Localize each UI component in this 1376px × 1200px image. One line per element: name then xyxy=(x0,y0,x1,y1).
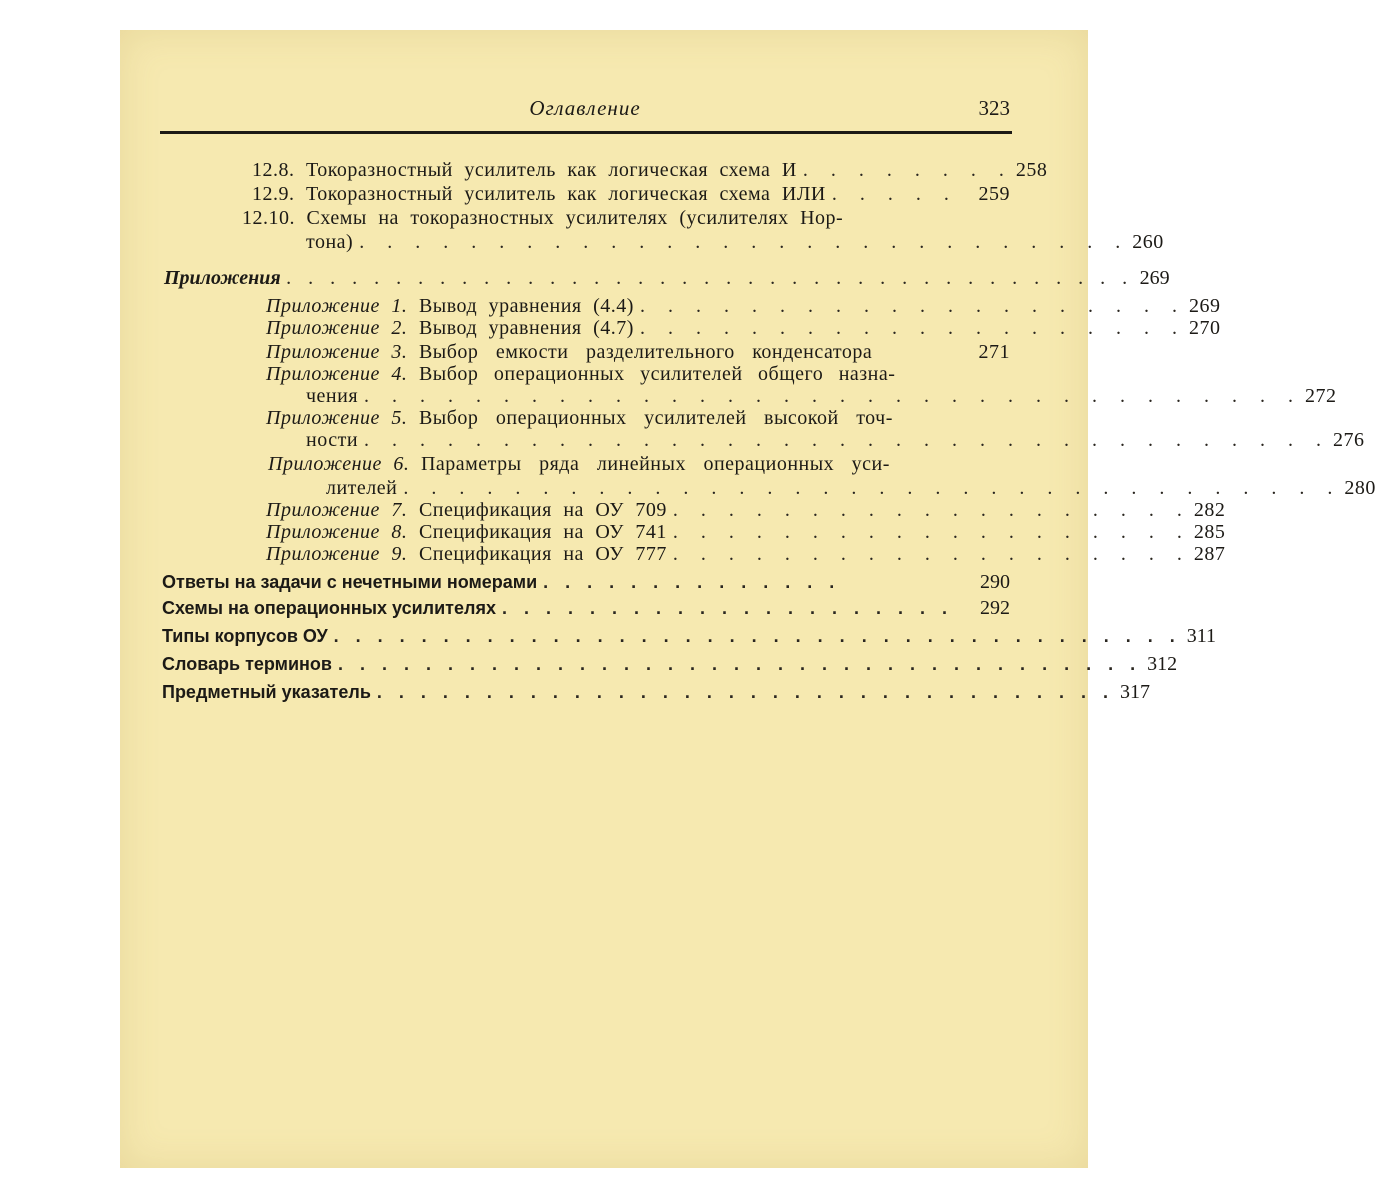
toc-entry-circuits[interactable] xyxy=(162,596,1010,620)
toc-entry-appendix-4[interactable] xyxy=(266,362,1010,386)
toc-entry-glossary[interactable] xyxy=(162,652,1178,676)
appendix-title: Выбор операционных усилителей высокой точ- xyxy=(418,407,893,429)
page-number: 280 xyxy=(1344,477,1376,499)
toc-entry-appendix-8[interactable] xyxy=(266,520,1226,544)
page-number: 290 xyxy=(980,571,1010,593)
page-number: 312 xyxy=(1147,653,1178,675)
toc-entry-answers[interactable] xyxy=(162,570,1010,594)
appendix-title: Спецификация на ОУ 777 xyxy=(418,543,667,565)
toc-entry-appendix-5[interactable] xyxy=(266,406,1010,430)
dot-leader: . . . . . . . . . . . . . . . . . . . . . xyxy=(501,598,954,618)
toc-entry-appendix-6[interactable] xyxy=(268,452,1010,476)
toc-entry-index[interactable] xyxy=(162,680,1150,704)
header-title: Оглавление xyxy=(529,96,641,120)
page-number: 269 xyxy=(1139,267,1170,289)
page-number: 272 xyxy=(1305,385,1337,407)
header-page-number: 323 xyxy=(978,96,1010,120)
header-rule xyxy=(160,131,1012,134)
appendix-title: Вывод уравнения (4.7) xyxy=(418,317,634,339)
book-page xyxy=(120,30,1376,1168)
dot-leader: . . . . . . . . . . . . . . . . . . . . xyxy=(639,295,1183,317)
dot-leader: . . . . . . . . . . . . . . . . . . . . . . . . . . . . . . . . . . xyxy=(364,385,1300,407)
appendix-label: Приложение 2. xyxy=(266,317,408,339)
appendix-label: Приложение 3. xyxy=(266,341,408,363)
toc-entry-appendix-5-cont[interactable] xyxy=(306,428,1365,452)
dot-leader: . . . . . . . . . . . . . . . . . . . . . . . . . . . . . . . . . . . . . xyxy=(338,654,1142,674)
dot-leader: . . . . . . . . . . . . . . . . . . . . . . . . . . . . xyxy=(359,231,1127,253)
section-title: Токоразностный усилитель как логическая схема ИЛИ xyxy=(306,183,826,205)
appendix-title: Вывод уравнения (4.4) xyxy=(418,295,634,317)
dot-leader: . . . . . . . . . . . . . . . . . . . xyxy=(672,521,1188,543)
dot-leader: . . . . . . . . . . . . . . . . . . . . . . . . . . . . . . . . . . xyxy=(376,682,1114,702)
toc-entry-appendix-2[interactable] xyxy=(266,316,1221,340)
dot-leader: . . . . . . . . . . . . . . xyxy=(543,572,841,592)
toc-entry-appendix-1[interactable] xyxy=(266,294,1221,318)
section-title: Схемы на токоразностных усилителях (усилителях Нор- xyxy=(306,207,844,229)
appendix-label: Приложение 7. xyxy=(266,499,408,521)
section-title: Токоразностный усилитель как логическая схема И xyxy=(306,159,797,181)
page-number: 285 xyxy=(1193,521,1226,543)
entry-title: Словарь терминов xyxy=(162,654,332,674)
toc-entry-12-10-cont[interactable] xyxy=(306,230,1164,254)
page-number: 258 xyxy=(1015,159,1048,181)
appendix-title: Выбор емкости разделительного конденсатора xyxy=(418,341,873,363)
dot-leader: . . . . . . . . . . . . . . . . . . . xyxy=(672,499,1188,521)
appendix-label: Приложение 6. xyxy=(268,453,410,475)
toc-entry-packages[interactable] xyxy=(162,624,1216,648)
dot-leader: . . . . . . . . . . . . . . . . . . . . . . . . . . . . . . . . . . . xyxy=(364,429,1328,451)
page-number: 287 xyxy=(1193,543,1226,565)
appendix-label: Приложение 1. xyxy=(266,295,408,317)
appendix-label: Приложение 9. xyxy=(266,543,408,565)
appendix-title-continued: лителей xyxy=(326,477,398,499)
page-number: 271 xyxy=(978,341,1010,363)
appendix-label: Приложение 4. xyxy=(266,363,408,385)
dot-leader: . . . . . . . . xyxy=(802,159,1010,181)
dot-leader: . . . . . xyxy=(831,183,955,205)
toc-entry-appendix-9[interactable] xyxy=(266,542,1226,566)
dot-leader: . . . . . . . . . . . . . . . . . . . . . . . . . . . . . . . . . . . . . . . xyxy=(286,267,1134,289)
page-number: 269 xyxy=(1188,295,1221,317)
section-title-continued: тона) xyxy=(306,231,354,253)
toc-entry-appendices[interactable] xyxy=(164,266,1170,290)
appendix-title: Спецификация на ОУ 741 xyxy=(418,521,667,543)
page-number: 292 xyxy=(980,597,1010,619)
entry-title: Ответы на задачи с нечетными номерами xyxy=(162,572,538,592)
appendix-title: Спецификация на ОУ 709 xyxy=(418,499,667,521)
toc-entry-12-10[interactable] xyxy=(242,206,1010,230)
appendix-title-continued: чения xyxy=(306,385,359,407)
page-number: 259 xyxy=(978,183,1010,205)
toc-entry-12-8[interactable] xyxy=(252,158,1048,182)
dot-leader: . . . . . . . . . . . . . . . . . . . xyxy=(672,543,1188,565)
toc-entry-appendix-4-cont[interactable] xyxy=(306,384,1337,408)
entry-title: Схемы на операционных усилителях xyxy=(162,598,496,618)
entry-title: Предметный указатель xyxy=(162,682,371,702)
page-number: 270 xyxy=(1188,317,1221,339)
page-number: 276 xyxy=(1333,429,1365,451)
page-number: 260 xyxy=(1132,231,1164,253)
dot-leader: . . . . . . . . . . . . . . . . . . . . . . . . . . . . . . . . . . . . . . . xyxy=(333,626,1181,646)
section-number: 12.9. xyxy=(252,183,295,205)
appendix-title: Выбор операционных усилителей общего назна- xyxy=(418,363,896,385)
toc-entry-appendix-3[interactable] xyxy=(266,340,1010,364)
section-number: 12.10. xyxy=(242,207,295,229)
dot-leader: . . . . . . . . . . . . . . . . . . . . . . . . . . . . . . . . . . xyxy=(403,477,1339,499)
appendix-title: Параметры ряда линейных операционных уси- xyxy=(420,453,890,475)
running-header xyxy=(160,96,1010,126)
section-number: 12.8. xyxy=(252,159,295,181)
toc-entry-appendix-6-cont[interactable] xyxy=(326,476,1376,500)
appendix-label: Приложение 8. xyxy=(266,521,408,543)
entry-title: Типы корпусов ОУ xyxy=(162,626,328,646)
toc-entry-12-9[interactable] xyxy=(252,182,1010,206)
page-number: 317 xyxy=(1119,681,1150,703)
dot-leader: . . . . . . . . . . . . . . . . . . . . xyxy=(639,317,1183,339)
appendix-heading: Приложения xyxy=(164,267,281,289)
toc-entry-appendix-7[interactable] xyxy=(266,498,1226,522)
appendix-title-continued: ности xyxy=(306,429,359,451)
page-number: 311 xyxy=(1186,625,1216,647)
appendix-label: Приложение 5. xyxy=(266,407,408,429)
page-number: 282 xyxy=(1193,499,1226,521)
